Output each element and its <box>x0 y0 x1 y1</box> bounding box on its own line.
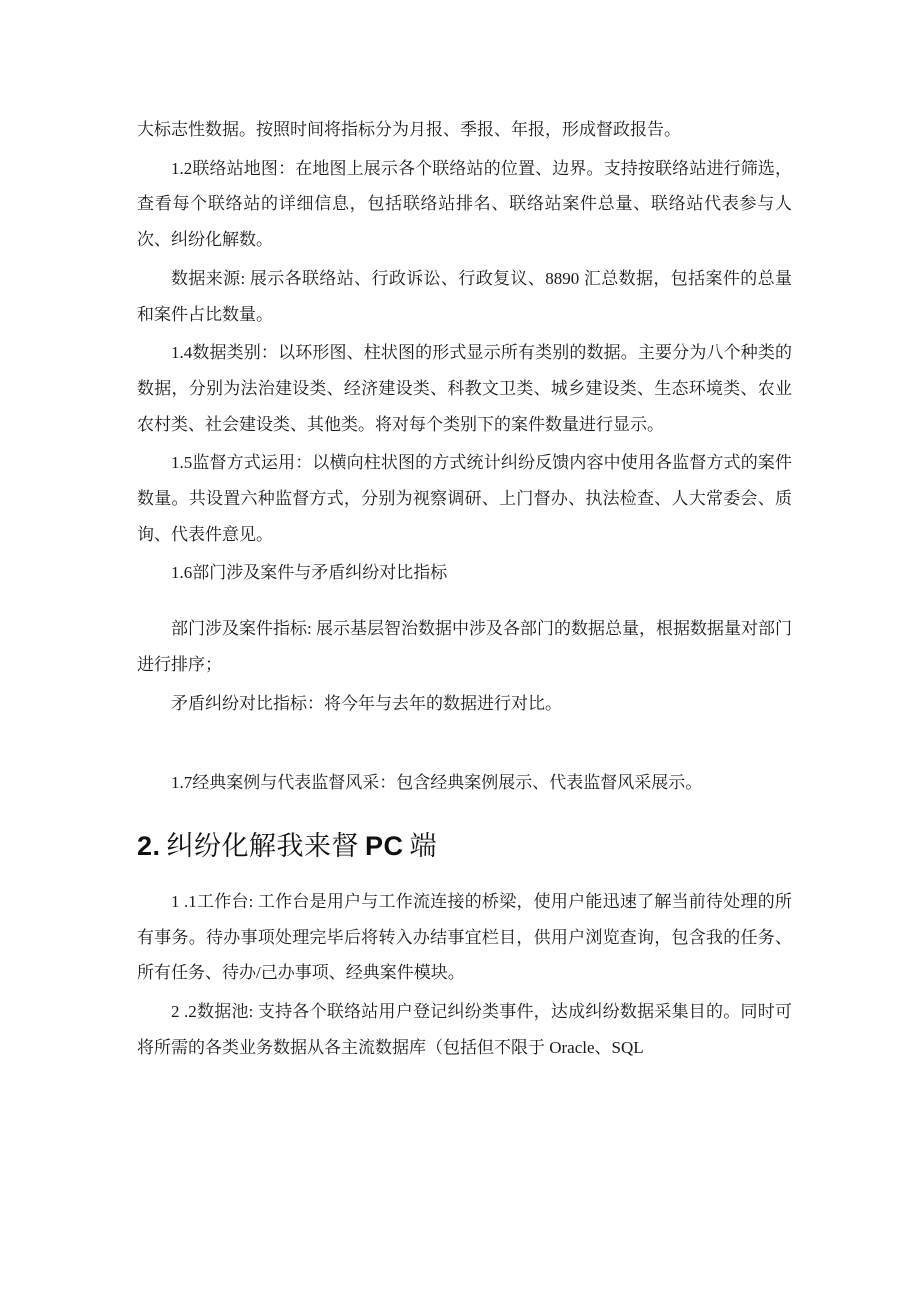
paragraph-data-source: 数据来源: 展示各联络站、行政诉讼、行政复议、8890 汇总数据，包括案件的总量和案件占比数量。 <box>137 268 792 324</box>
paragraph-2-2-data-pool: 2 .2数据池: 支持各个联络站用户登记纠纷类事件，达成纠纷数据采集目的。同时可将所需的各类业务数据从各主流数据库（包括但不限于 Oracle、SQL <box>137 1002 792 1057</box>
paragraph-1-7-classic-cases: 1.7经典案例与代表监督风采：包含经典案例展示、代表监督风采展示。 <box>171 773 703 793</box>
heading-latin-pc: PC <box>365 830 404 861</box>
paragraph-department-case-indicator: 部门涉及案件指标: 展示基层智治数据中涉及各部门的数据总量，根据数据量对部门进行排序； <box>137 619 792 674</box>
heading-number: 2. <box>137 830 161 861</box>
heading-suffix: 端 <box>409 830 438 861</box>
section-heading-2-dispute-resolution-pc <box>137 826 792 866</box>
paragraph-dispute-comparison-indicator: 矛盾纠纷对比指标：将今年与去年的数据进行对比。 <box>171 693 562 713</box>
paragraph-continuation: 大标志性数据。按照时间将指标分为月报、季报、年报，形成督政报告。 <box>137 120 681 139</box>
paragraph-1-5-supervision-method: 1.5监督方式运用：以横向柱状图的方式统计纠纷反馈内容中使用各监督方式的案件数量。共设置六种监督方式，分别为视察调研、上门督办、执法检查、人大常委会、质询、代表件意见。 <box>137 453 792 544</box>
paragraph-1-2-liaison-station-map: 1.2联络站地图：在地图上展示各个联络站的位置、边界。支持按联络站进行筛选，查看每个联络站的详细信息，包括联络站排名、联络站案件总量、联络站代表参与人次、纠纷化解数。 <box>137 158 792 250</box>
paragraph-1-4-data-category: 1.4数据类别：以环形图、柱状图的形式显示所有类别的数据。主要分为八个种类的数据，分别为法治建设类、经济建设类、科教文卫类、城乡建设类、生态环境类、农业农村类、社会建设类、其他类。将对每个类别下的案件数量进行显示。 <box>137 343 792 434</box>
paragraph-1-1-workbench: 1 .1工作台: 工作台是用户与工作流连接的桥梁，使用户能迅速了解当前待处理的所有事务。待办事项处理完毕后将转入办结事宜栏目，供用户浏览查询，包含我的任务、所有任务、待办/己办事项、经典案件模块。 <box>137 891 792 983</box>
paragraph-1-6-department-indicator-title: 1.6部门涉及案件与矛盾纠纷对比指标 <box>171 563 448 583</box>
heading-title: 纠纷化解我来督 <box>166 830 360 861</box>
document-content <box>137 112 792 1065</box>
